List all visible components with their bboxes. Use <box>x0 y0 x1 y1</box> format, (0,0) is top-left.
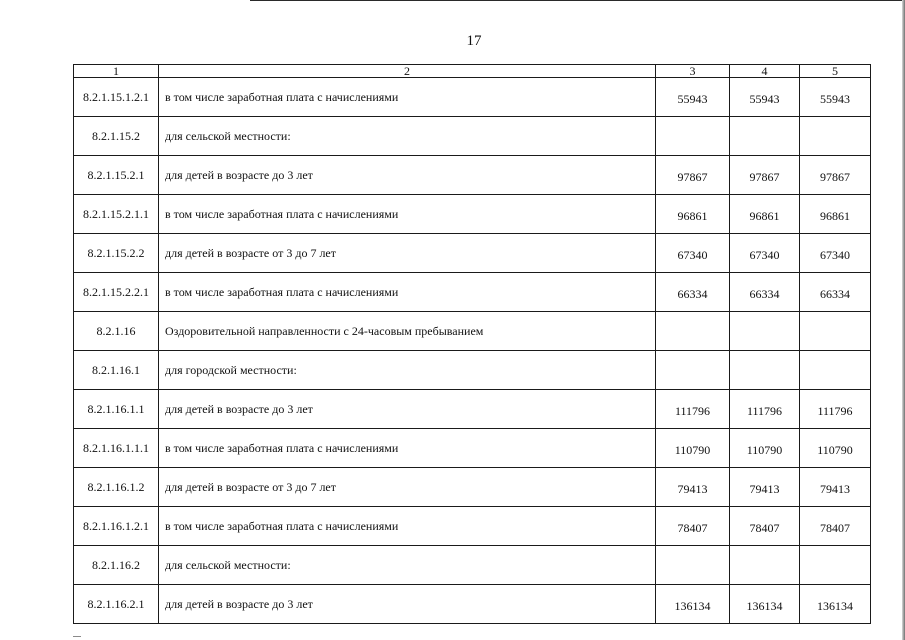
row-code-cell: 8.2.1.15.2 <box>74 117 159 156</box>
row-code-cell: 8.2.1.15.2.1.1 <box>74 195 159 234</box>
row-code-cell: 8.2.1.16.1.1.1 <box>74 429 159 468</box>
column-header-4: 4 <box>730 65 800 78</box>
table-row <box>74 273 871 312</box>
row-name-cell: для сельской местности: <box>159 117 656 156</box>
row-code-cell: 8.2.1.16.1.1 <box>74 390 159 429</box>
table-row <box>74 429 871 468</box>
row-value-col5-cell <box>800 117 871 156</box>
row-value-col5-cell: 110790 <box>800 429 871 468</box>
row-value-col3-cell: 96861 <box>656 195 730 234</box>
page-number: 17 <box>466 33 482 49</box>
table-body <box>74 65 871 624</box>
table-row <box>74 390 871 429</box>
table-row <box>74 351 871 390</box>
row-value-col5-cell <box>800 351 871 390</box>
row-name-cell: в том числе заработная плата с начислениями <box>159 273 656 312</box>
row-name-cell: для детей в возрасте до 3 лет <box>159 390 656 429</box>
row-value-col3-cell: 78407 <box>656 507 730 546</box>
column-header-5: 5 <box>800 65 871 78</box>
column-header-1: 1 <box>74 65 159 78</box>
table-row <box>74 507 871 546</box>
table-row <box>74 78 871 117</box>
row-code-cell: 8.2.1.15.2.2.1 <box>74 273 159 312</box>
row-value-col3-cell <box>656 351 730 390</box>
table-row <box>74 117 871 156</box>
row-code-cell: 8.2.1.16.2.1 <box>74 585 159 624</box>
row-value-col4-cell <box>730 117 800 156</box>
row-name-cell: для детей в возрасте от 3 до 7 лет <box>159 234 656 273</box>
row-value-col4-cell: 97867 <box>730 156 800 195</box>
row-code-cell: 8.2.1.16.1.2 <box>74 468 159 507</box>
table-row <box>74 195 871 234</box>
row-value-col4-cell <box>730 312 800 351</box>
table-row <box>74 156 871 195</box>
row-value-col4-cell: 55943 <box>730 78 800 117</box>
row-value-col3-cell <box>656 312 730 351</box>
row-value-col4-cell: 66334 <box>730 273 800 312</box>
row-name-cell: Оздоровительной направленности с 24-часовым пребыванием <box>159 312 656 351</box>
row-code-cell: 8.2.1.16.1 <box>74 351 159 390</box>
row-name-cell: для детей в возрасте до 3 лет <box>159 585 656 624</box>
row-value-col5-cell: 97867 <box>800 156 871 195</box>
row-value-col5-cell: 55943 <box>800 78 871 117</box>
row-value-col4-cell: 111796 <box>730 390 800 429</box>
row-value-col3-cell: 67340 <box>656 234 730 273</box>
table-row <box>74 546 871 585</box>
row-value-col3-cell: 79413 <box>656 468 730 507</box>
footer-mark <box>73 636 81 637</box>
column-header-2: 2 <box>159 65 656 78</box>
row-code-cell: 8.2.1.16.1.2.1 <box>74 507 159 546</box>
row-code-cell: 8.2.1.15.1.2.1 <box>74 78 159 117</box>
row-name-cell: для городской местности: <box>159 351 656 390</box>
row-value-col5-cell: 78407 <box>800 507 871 546</box>
row-value-col4-cell: 78407 <box>730 507 800 546</box>
row-value-col3-cell <box>656 117 730 156</box>
row-code-cell: 8.2.1.16 <box>74 312 159 351</box>
row-name-cell: в том числе заработная плата с начислениями <box>159 78 656 117</box>
data-table <box>73 64 871 624</box>
row-value-col4-cell <box>730 546 800 585</box>
row-name-cell: в том числе заработная плата с начислениями <box>159 429 656 468</box>
table-row <box>74 585 871 624</box>
row-value-col5-cell <box>800 546 871 585</box>
row-value-col5-cell: 66334 <box>800 273 871 312</box>
table-row <box>74 234 871 273</box>
row-value-col3-cell: 97867 <box>656 156 730 195</box>
row-value-col3-cell: 66334 <box>656 273 730 312</box>
row-value-col5-cell: 79413 <box>800 468 871 507</box>
row-name-cell: в том числе заработная плата с начислениями <box>159 507 656 546</box>
scan-edge-top <box>250 0 905 1</box>
row-name-cell: в том числе заработная плата с начислениями <box>159 195 656 234</box>
row-code-cell: 8.2.1.15.2.1 <box>74 156 159 195</box>
row-value-col5-cell <box>800 312 871 351</box>
row-code-cell: 8.2.1.16.2 <box>74 546 159 585</box>
table-row <box>74 468 871 507</box>
row-value-col4-cell: 79413 <box>730 468 800 507</box>
row-value-col5-cell: 136134 <box>800 585 871 624</box>
row-value-col4-cell: 96861 <box>730 195 800 234</box>
row-value-col3-cell: 55943 <box>656 78 730 117</box>
row-name-cell: для детей в возрасте от 3 до 7 лет <box>159 468 656 507</box>
row-value-col4-cell: 110790 <box>730 429 800 468</box>
row-value-col4-cell: 67340 <box>730 234 800 273</box>
table-row <box>74 312 871 351</box>
row-value-col3-cell: 136134 <box>656 585 730 624</box>
row-value-col4-cell <box>730 351 800 390</box>
row-value-col3-cell: 110790 <box>656 429 730 468</box>
table-header-row <box>74 65 871 78</box>
row-name-cell: для детей в возрасте до 3 лет <box>159 156 656 195</box>
row-value-col5-cell: 96861 <box>800 195 871 234</box>
row-value-col5-cell: 111796 <box>800 390 871 429</box>
row-code-cell: 8.2.1.15.2.2 <box>74 234 159 273</box>
row-value-col5-cell: 67340 <box>800 234 871 273</box>
row-value-col4-cell: 136134 <box>730 585 800 624</box>
row-name-cell: для сельской местности: <box>159 546 656 585</box>
column-header-3: 3 <box>656 65 730 78</box>
row-value-col3-cell: 111796 <box>656 390 730 429</box>
row-value-col3-cell <box>656 546 730 585</box>
